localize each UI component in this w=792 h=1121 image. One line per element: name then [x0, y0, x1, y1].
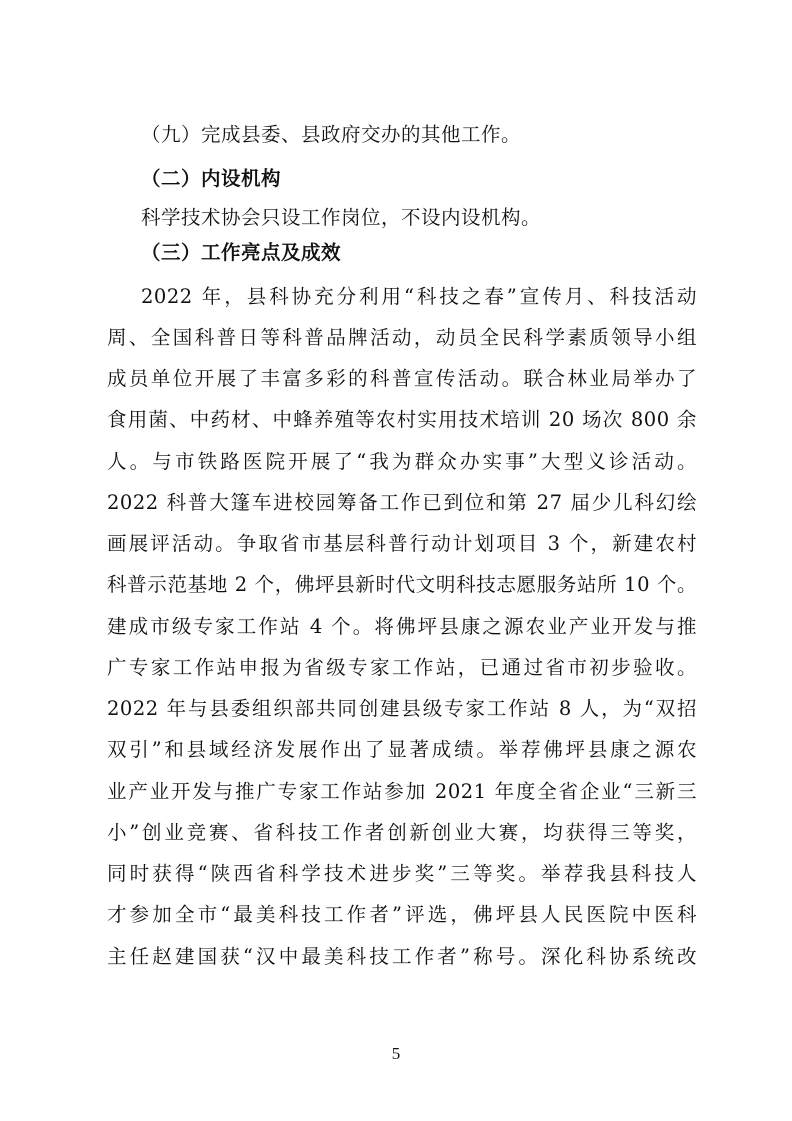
paragraph-line: 食用菌、中药材、中蜂养殖等农村实用技术培训 20 场次 800 余: [107, 408, 697, 431]
paragraph-line: 2022 科普大篷车进校园筹备工作已到位和第 27 届少儿科幻绘: [107, 491, 697, 514]
section-heading-internal-structure: （二）内设机构: [141, 167, 282, 190]
paragraph-line: 同时获得“陕西省科学技术进步奖”三等奖。举荐我县科技人: [107, 862, 697, 885]
paragraph-line: 双引”和县域经济发展作出了显著成绩。举荐佛坪县康之源农: [107, 738, 697, 761]
paragraph-line: 才参加全市“最美科技工作者”评选，佛坪县人民医院中医科: [107, 903, 697, 926]
text-line-structure-note: 科学技术协会只设工作岗位，不设内设机构。: [141, 206, 542, 229]
section-heading-highlights: （三）工作亮点及成效: [141, 241, 342, 264]
paragraph-line: 2022 年与县委组织部共同创建县级专家工作站 8 人，为“双招: [107, 697, 697, 720]
paragraph-line: 科普示范基地 2 个，佛坪县新时代文明科技志愿服务站所 10 个。: [107, 573, 697, 596]
paragraph-line: 主任赵建国获“汉中最美科技工作者”称号。深化科协系统改: [107, 945, 697, 968]
paragraph-line: 成员单位开展了丰富多彩的科普宣传活动。联合林业局举办了: [107, 367, 697, 390]
paragraph-line: 周、全国科普日等科普品牌活动，动员全民科学素质领导小组: [107, 326, 697, 349]
paragraph-line: 建成市级专家工作站 4 个。将佛坪县康之源农业产业开发与推: [107, 615, 697, 638]
page-number: 5: [391, 1044, 401, 1063]
paragraph-line: 广专家工作站申报为省级专家工作站，已通过省市初步验收。: [107, 656, 697, 679]
paragraph-line: 小”创业竞赛、省科技工作者创新创业大赛，均获得三等奖，: [107, 821, 697, 844]
paragraph-line: 人。与市铁路医院开展了“我为群众办实事”大型义诊活动。: [107, 450, 697, 473]
text-line-task-nine: （九）完成县委、县政府交办的其他工作。: [141, 123, 522, 146]
paragraph-line: 2022 年，县科协充分利用“科技之春”宣传月、科技活动: [141, 285, 697, 308]
paragraph-line: 画展评活动。争取省市基层科普行动计划项目 3 个，新建农村: [107, 532, 697, 555]
paragraph-line: 业产业开发与推广专家工作站参加 2021 年度全省企业“三新三: [107, 780, 697, 803]
